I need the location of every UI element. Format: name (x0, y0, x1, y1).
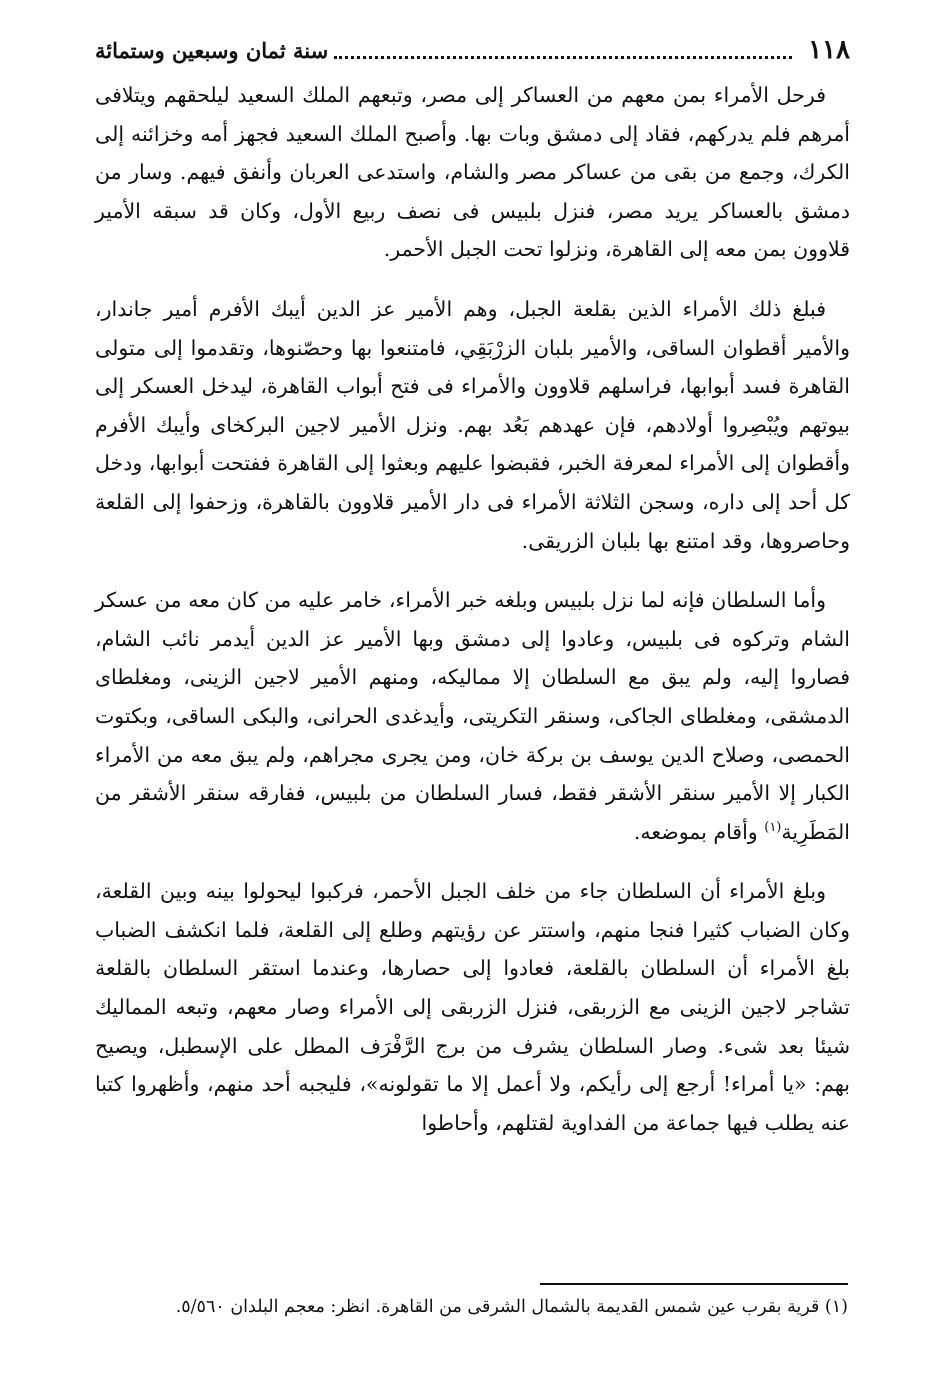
paragraph: فرحل الأمراء بمن معهم من العساكر إلى مصر، وتبعهم الملك السعيد ليلحقهم ويتلافى أمرهم فلم يدركهم، فقاد إلى دمشق وبات بها. وأصبح الملك السعيد فجهز أمه وخزائنه إلى الكرك، وجمع من بقى من عساكر مصر والشام، واستدعى العربان وأنفق فيهم. وسار من دمشق بالعساكر يريد مصر، فنزل بلبيس فى نصف ربيع الأول، وكان قد سبقه الأمير قلاوون بمن معه إلى القاهرة، ونزلوا تحت الجبل الأحمر. (95, 83, 850, 262)
page-header (95, 30, 850, 70)
footnote: (١) قرية بقرب عين شمس القديمة بالشمال الشرقى من القاهرة. انظر: معجم البلدان ٥/٥٦٠. (175, 1297, 848, 1317)
header-leader-dots (334, 42, 792, 59)
page-number: ١١٨ (808, 35, 850, 65)
paragraph: فبلغ ذلك الأمراء الذين بقلعة الجبل، وهم الأمير عز الدين أيبك الأفرم أمير جاندار، والأمير أقطوان الساقى، والأمير بلبان الزرْبَقِي، فامتنعوا بها وحصّنوها، وتقدموا إلى متولى القاهرة فسد أبوابها، فراسلهم قلاوون والأمراء فى فتح أبواب القاهرة، ليدخل العسكر إلى بيوتهم ويُبْصِروا أولادهم، فإن عهدهم بَعُد بهم. ونزل الأمير لاجين البركخاى وأيبك الأفرم وأقطوان إلى الأمراء لمعرفة الخبر، فقبضوا عليهم وبعثوا إلى القاهرة ففتحت أبوابها، ودخل كل أحد إلى داره، وسجن الثلاثة الأمراء فى دار الأمير قلاوون بالقاهرة، وزحفوا إلى القلعة وحاصروها، وقد امتنع بها بلبان الزريقى. (95, 296, 850, 553)
main-text (95, 76, 850, 1163)
paragraph: وأما السلطان فإنه لما نزل بلبيس وبلغه خبر الأمراء، خامر عليه من كان معه من عسكر الشام وتركوه فى بلبيس، وعادوا إلى دمشق وبها الأمير عز الدين أيدمر نائب الشام، فصاروا إليه، ولم يبق مع السلطان إلا مماليكه، ومنهم الأمير لاجين الزينى، ومغلطاى الدمشقى، ومغلطاى الجاكى، وسنقر التكريتى، وأيدغدى الحرانى، والبكى الساقى، وبكتوت الحمصى، وصلاح الدين يوسف بن بركة خان، ومن يجرى مجراهم، ولم يبق معه من الأمراء الكبار إلا الأمير سنقر الأشقر فقط، فسار السلطان من بلبيس، ففارقه سنقر الأشقر من المَطَرِية$^{(١)}$ وأقام بموضعه. (95, 588, 850, 844)
running-title: سنة ثمان وسبعين وستمائة (95, 37, 329, 63)
paragraph: وبلغ الأمراء أن السلطان جاء من خلف الجبل الأحمر، فركبوا ليحولوا بينه وبين القلعة، وكان الضباب كثيرا فنجا منهم، واستتر عن رؤيتهم وطلع إلى القلعة، فلما انكشف الضباب بلغ الأمراء أن السلطان بالقلعة، فعادوا إلى حصارها، وعندما استقر السلطان بالقلعة تشاجر لاجين الزينى مع الزربقى، فنزل الزربقى إلى الأمراء وصار معهم، وتبعه المماليك شيئا بعد شىء. وصار السلطان يشرف من برج الرَّفْرَف المطل على الإسطبل، ويصيح بهم: «يا أمراء! أرجع إلى رأيكم، ولا أعمل إلا ما تقولونه»، فليجبه أحد منهم، وأظهروا كتبا عنه يطلب فيها جماعة من الفداوية لقتلهم، وأحاطوا (95, 879, 850, 1135)
footnote-marker: (١) (764, 819, 782, 835)
footnote-separator (540, 1283, 848, 1285)
